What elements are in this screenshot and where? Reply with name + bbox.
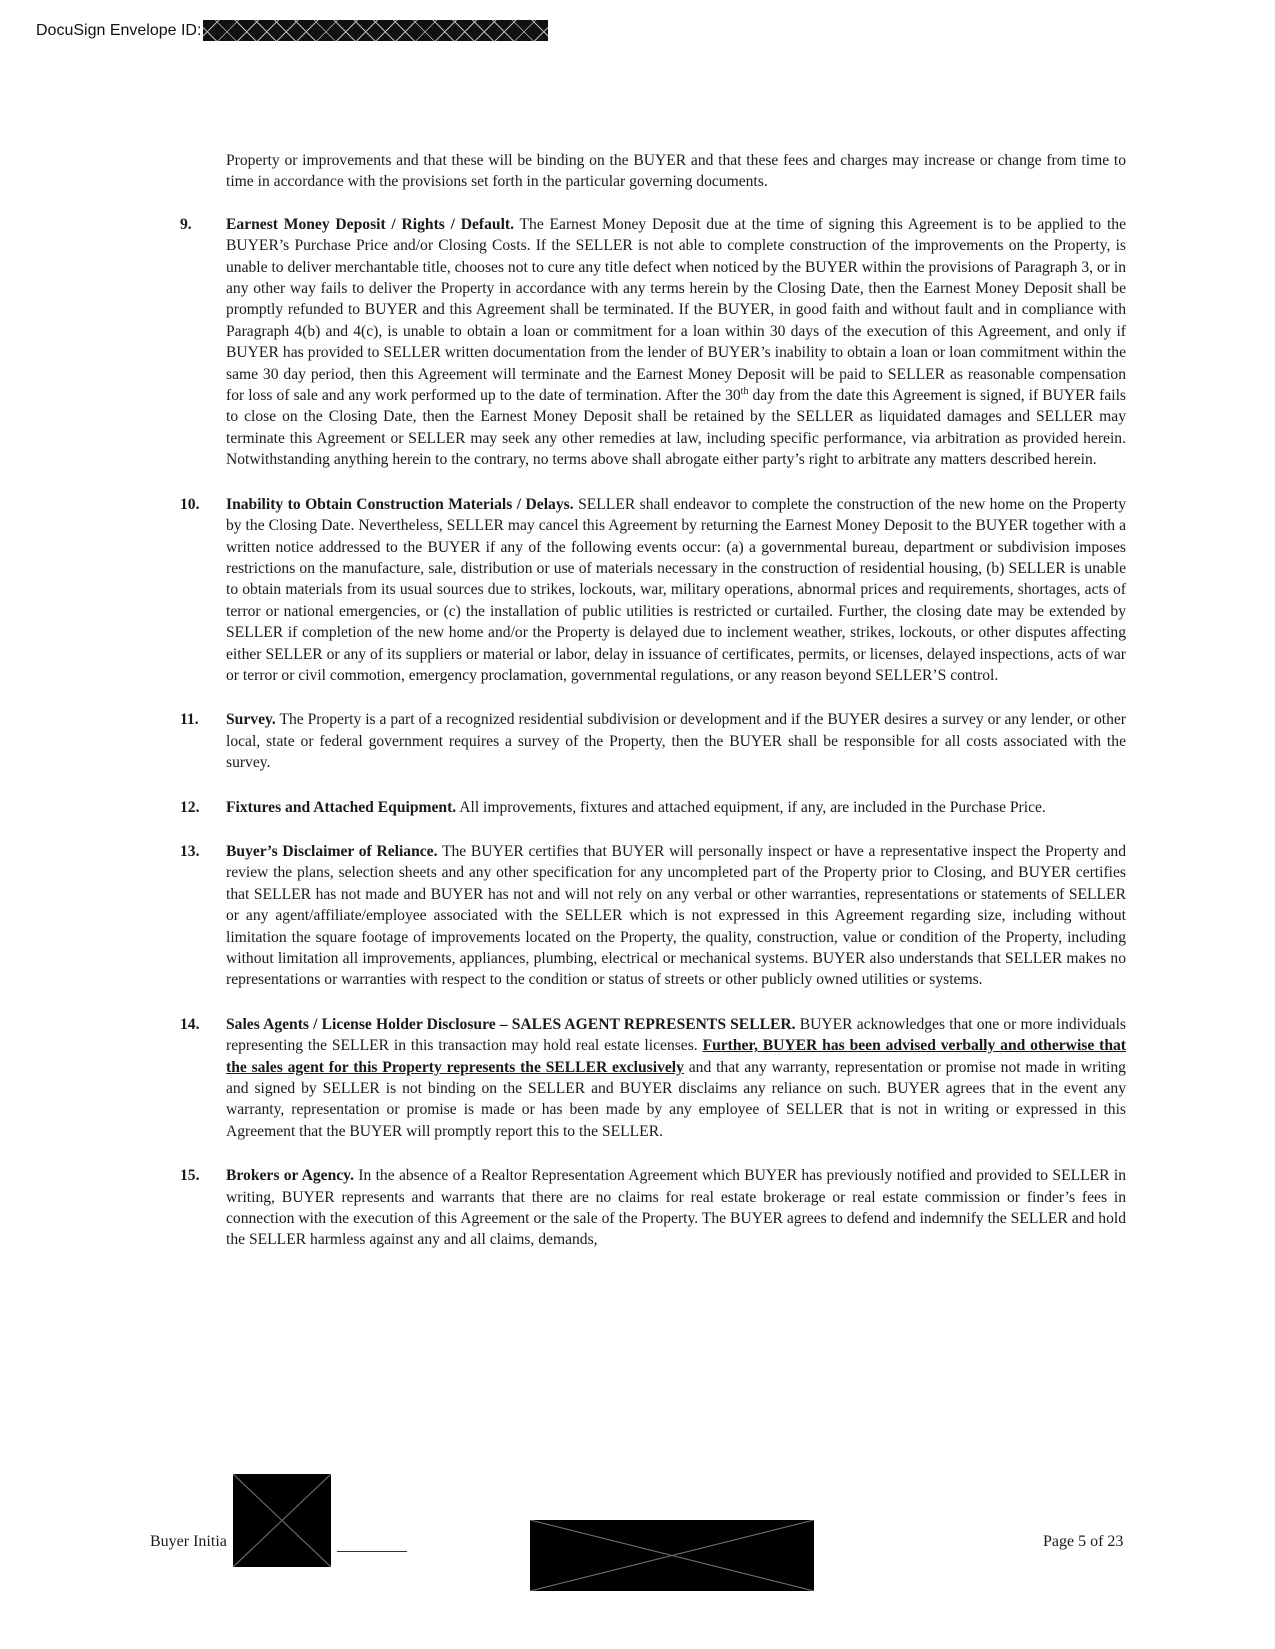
initials-signature-line <box>337 1551 407 1552</box>
page-number: Page 5 of 23 <box>1043 1533 1124 1550</box>
section-heading: Survey. <box>226 711 276 729</box>
section-number: 9. <box>180 215 192 233</box>
initials-redaction <box>233 1474 331 1567</box>
section-body <box>226 1014 1126 1142</box>
section-text: SELLER shall endeavor to complete the construction of the new home on the Property by the Closing Date. Nevertheless, SELLER may cancel this Agreement by returning the Earnest Money Deposit to the BUYER together with a written notice addressed to the BUYER if any of the following events occur: (a) a governmental bureau, department or subdivision imposes restrictions on the manufacture, sale, distribution or use of materials necessary in the construction of residential housing, (b) SELLER is unable to obtain materials from its usual sources due to strikes, lockouts, war, military operations, abnormal prices and requirements, shortages, acts of terror or national emergencies, or (c) the installation of public utilities is restricted or curtailed. Further, the closing date may be extended by SELLER if completion of the new home and/or the Property is delayed due to inclement weather, strikes, lockouts, or other disputes affecting either SELLER or any of its suppliers or material or labor, delay in issuance of certificates, permits, or licenses, delayed inspections, acts of war or terror or civil commotion, emergency proclamation, governmental regulations, or any reason beyond SELLER’S control. <box>226 495 1126 684</box>
section-14 <box>180 1014 1126 1142</box>
section-body <box>226 797 1126 818</box>
underlined-disclosure: Further, BUYER has been advised verbally and otherwise that the sales agent for this Property represents the SELLER exclusively <box>226 1037 1126 1076</box>
section-text: The Property is a part of a recognized residential subdivision or development and if the BUYER desires a survey or any lender, or other local, state or federal government requires a survey of the Property, then the BUYER shall be responsible for all costs associated with the survey. <box>226 711 1126 772</box>
redaction-x-icon <box>233 1474 331 1567</box>
section-body <box>226 709 1126 773</box>
section-text: All improvements, fixtures and attached equipment, if any, are included in the Purchase Price. <box>456 798 1046 816</box>
superscript: th <box>740 385 749 397</box>
section-text: BUYER acknowledges that one or more individuals representing the SELLER in this transaction may hold real estate licenses. <box>226 1015 1126 1055</box>
section-text: day from the date this Agreement is signed, if BUYER fails to close on the Closing Date, then the Earnest Money Deposit shall be retained by the SELLER as liquidated damages and SELLER may terminate this Agreement or SELLER may seek any other remedies at law, including specific performance, via arbitration as provided herein. Notwithstanding anything herein to the contrary, no terms above shall abrogate either party’s right to arbitrate any matters described herein. <box>226 387 1126 469</box>
section-text: In the absence of a Realtor Representation Agreement which BUYER has previously notified and provided to SELLER in writing, BUYER represents and warrants that there are no claims for real estate brokerage or real estate commission or finder’s fees in connection with the execution of this Agreement or the sale of the Property. The BUYER agrees to defend and indemnify the SELLER and hold the SELLER harmless against any and all claims, demands, <box>226 1167 1127 1249</box>
buyer-initials-label: Buyer Initia <box>150 1533 227 1550</box>
section-heading: Inability to Obtain Construction Materials / Delays. <box>226 495 574 513</box>
envelope-id-redaction <box>203 20 548 41</box>
section-heading: Fixtures and Attached Equipment. <box>226 798 457 816</box>
section-number: 10. <box>180 495 200 513</box>
section-body <box>226 214 1126 471</box>
intro-paragraph: Property or improvements and that these will be binding on the BUYER and that these fees and charges may increase or change from time to time in accordance with the provisions set forth in the particular governing documents. <box>226 152 1126 191</box>
envelope-header <box>36 20 548 41</box>
section-13 <box>180 841 1126 991</box>
section-number: 12. <box>180 798 200 816</box>
section-body <box>226 841 1126 991</box>
section-9 <box>180 214 1126 471</box>
section-heading: Earnest Money Deposit / Rights / Default. <box>226 215 515 233</box>
redaction-x-icon <box>530 1520 814 1591</box>
document-body <box>180 150 1126 1274</box>
section-heading: Brokers or Agency. <box>226 1167 355 1185</box>
envelope-label: DocuSign Envelope ID: <box>36 21 202 39</box>
section-heading: Buyer’s Disclaimer of Reliance. <box>226 842 438 860</box>
section-number: 11. <box>180 711 199 729</box>
section-12 <box>180 797 1126 818</box>
section-15 <box>180 1165 1126 1251</box>
section-text: The BUYER certifies that BUYER will personally inspect or have a representative inspect the Property and review the plans, selection sheets and any other specification for any uncompleted part of the Property prior to Closing, and BUYER certifies that SELLER has not made and BUYER has not and will not rely on any verbal or other warranties, representations or statements of SELLER or any agent/affiliate/employee associated with the SELLER which is not expressed in this Agreement regarding size, including without limitation the square footage of improvements located on the Property, the quality, construction, value or condition of the Property, including without limitation all improvements, appliances, plumbing, electrical or mechanical systems. BUYER also understands that SELLER makes no representations or warranties with respect to the condition or status of streets or other publicly owned utilities or systems. <box>226 842 1126 989</box>
section-text: The Earnest Money Deposit due at the time of signing this Agreement is to be applied to the BUYER’s Purchase Price and/or Closing Costs. If the SELLER is not able to complete construction of the improvements on the Property, is unable to deliver merchantable title, chooses not to cure any title defect when noticed by the BUYER within the provisions of Paragraph 3, or in any other way fails to deliver the Property in accordance with any terms herein by the Closing Date, then the Earnest Money Deposit shall be promptly refunded to BUYER and this Agreement shall be terminated. If the BUYER, in good faith and without fault and in compliance with Paragraph 4(b) and 4(c), is unable to obtain a loan or commitment for a loan within 30 days of the execution of this Agreement, and only if BUYER has provided to SELLER written documentation from the lender of BUYER’s inability to obtain a loan or loan commitment within the same 30 day period, then this Agreement will terminate and the Earnest Money Deposit will be paid to SELLER as reasonable compensation for loss of sale and any work performed up to the date of termination. After the 30 <box>226 215 1127 405</box>
section-number: 13. <box>180 842 200 860</box>
section-body <box>226 1165 1126 1251</box>
section-text: and that any warranty, representation or promise not made in writing and signed by SELLER is not binding on the SELLER and BUYER disclaims any reliance on such. BUYER agrees that in the event any warranty, representation or promise is made or has been made by any employee of SELLER that is not in writing or expressed in this Agreement that the BUYER will promptly report this to the SELLER. <box>226 1058 1126 1140</box>
section-number: 14. <box>180 1015 200 1033</box>
center-redaction <box>530 1520 814 1591</box>
section-heading: Sales Agents / License Holder Disclosure – SALES AGENT REPRESENTS SELLER. <box>226 1015 796 1033</box>
section-number: 15. <box>180 1167 200 1185</box>
section-11 <box>180 709 1126 773</box>
section-body <box>226 494 1126 687</box>
section-10 <box>180 494 1126 687</box>
